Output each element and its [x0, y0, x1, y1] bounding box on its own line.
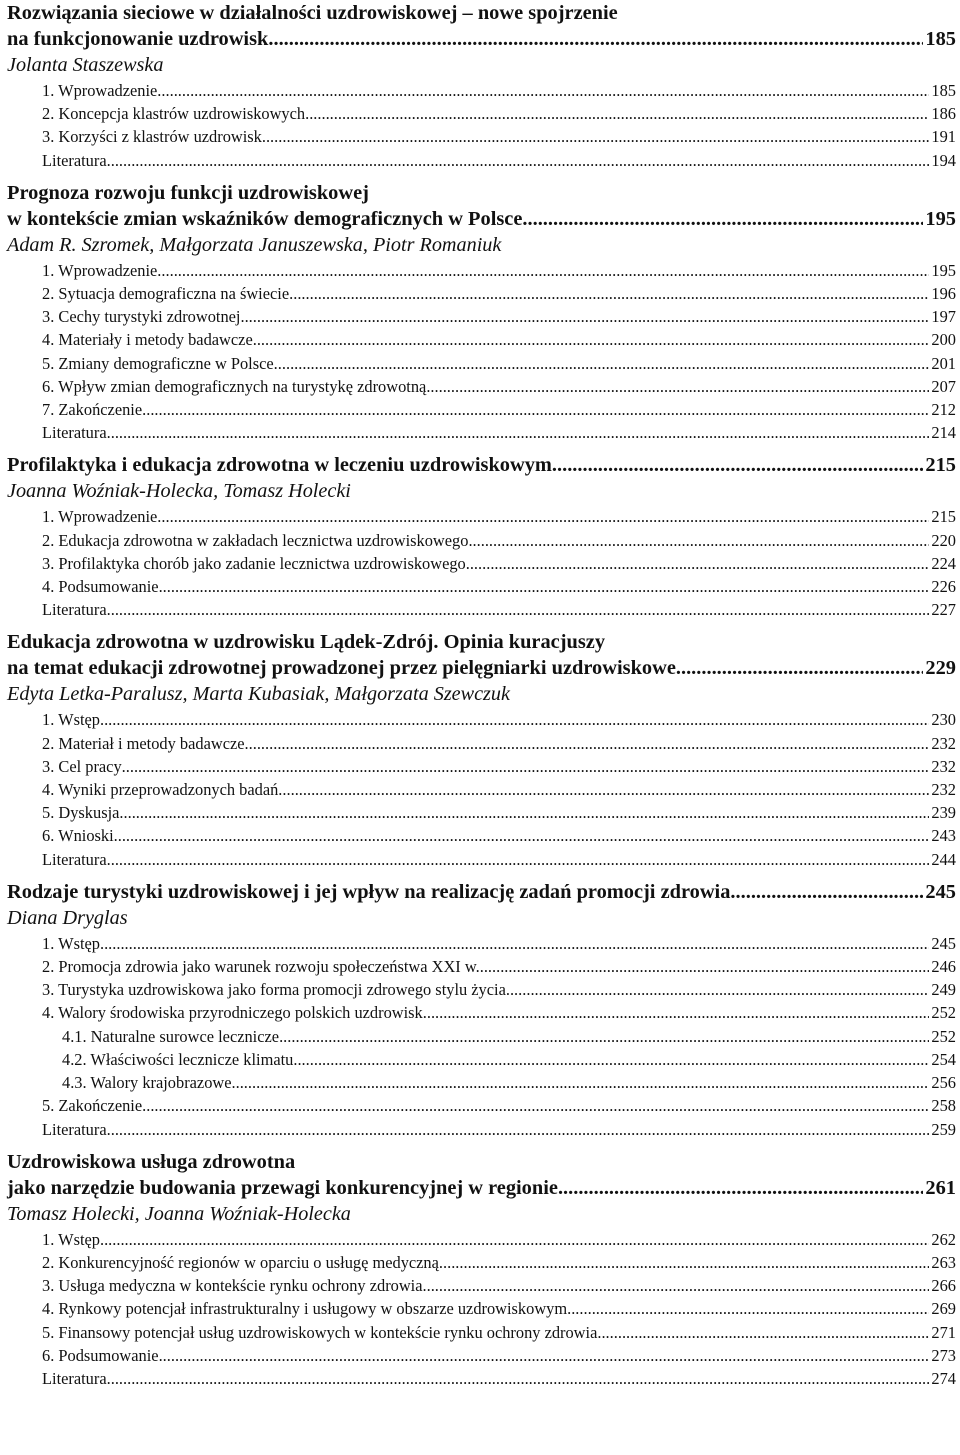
dot-leader: [522, 206, 923, 232]
entry-page-number: 269: [931, 1299, 956, 1319]
chapter-title-line: [7, 26, 956, 52]
chapter-page-number: 229: [925, 657, 956, 680]
entry-label: 1. Wstęp: [42, 1229, 100, 1249]
entry-page-number: 201: [931, 353, 956, 373]
toc-entry: [7, 305, 956, 328]
entry-page-number: 232: [931, 756, 956, 776]
toc-section: [7, 629, 956, 870]
dot-leader: [119, 801, 929, 824]
toc-entry: [7, 1297, 956, 1320]
toc-entry: [7, 398, 956, 421]
entry-page-number: 232: [931, 733, 956, 753]
toc-entry: [7, 732, 956, 755]
entry-page-number: 266: [931, 1276, 956, 1296]
entry-page-number: 274: [931, 1368, 956, 1388]
chapter-title-line: [7, 180, 956, 206]
entry-label: 7. Zakończenie: [42, 400, 143, 420]
entry-label: 4. Walory środowiska przyrodniczego polskich uzdrowisk: [42, 1003, 423, 1023]
entry-label: 6. Wnioski: [42, 826, 114, 846]
toc-entry: [7, 1001, 956, 1024]
entry-label: 4. Materiały i metody badawcze: [42, 330, 253, 350]
entry-page-number: 244: [931, 849, 956, 869]
entry-page-number: 258: [931, 1096, 956, 1116]
toc-entry: [7, 352, 956, 375]
dot-leader: [552, 452, 924, 478]
chapter-title-line: [7, 1175, 956, 1201]
entry-label: 4. Wyniki przeprowadzonych badań: [42, 780, 279, 800]
entry-label: 3. Cel pracy: [42, 756, 122, 776]
dot-leader: [142, 398, 929, 421]
dot-leader: [558, 1175, 923, 1201]
entry-label: 4.2. Właściwości lecznicze klimatu: [62, 1049, 294, 1069]
entry-page-number: 226: [931, 577, 956, 597]
entry-page-number: 246: [931, 957, 956, 977]
dot-leader: [293, 1048, 929, 1071]
dot-leader: [159, 575, 930, 598]
entry-label: 5. Zmiany demograficzne w Polsce: [42, 353, 274, 373]
dot-leader: [107, 421, 930, 444]
dot-leader: [506, 978, 930, 1001]
dot-leader: [439, 1251, 930, 1274]
entry-page-number: 207: [931, 376, 956, 396]
dot-leader: [114, 824, 930, 847]
entry-label: 4. Rynkowy potencjał infrastrukturalny i usługowy w obszarze uzdrowiskowym: [42, 1299, 568, 1319]
chapter-title-text: Rodzaje turystyki uzdrowiskowej i jej wpływ na realizację zadań promocji zdrowia: [7, 880, 731, 903]
entry-page-number: 224: [931, 553, 956, 573]
chapter-authors: Edyta Letka-Paralusz, Marta Kubasiak, Małgorzata Szewczuk: [7, 683, 510, 706]
entry-label: 4. Podsumowanie: [42, 577, 159, 597]
entry-label: 3. Cechy turystyki zdrowotnej: [42, 307, 241, 327]
toc-entry: [7, 1344, 956, 1367]
chapter-title-line: [7, 1149, 956, 1175]
entry-page-number: 252: [931, 1026, 956, 1046]
toc-entry: [7, 505, 956, 528]
dot-leader: [142, 1094, 929, 1117]
entry-page-number: 185: [931, 81, 956, 100]
chapter-title-text: Prognoza rozwoju funkcji uzdrowiskowej: [7, 181, 369, 204]
dot-leader: [157, 79, 929, 102]
entry-page-number: 230: [931, 710, 956, 730]
entry-page-number: 214: [931, 423, 956, 443]
toc-entry: [7, 125, 956, 148]
entry-label: Literatura: [42, 150, 107, 170]
toc-section: [7, 1149, 956, 1390]
chapter-page-number: 245: [925, 880, 956, 903]
dot-leader: [423, 1001, 930, 1024]
chapter-title-text: na funkcjonowanie uzdrowisk: [7, 28, 269, 50]
toc-entry: [7, 328, 956, 351]
chapter-title-line: [7, 0, 956, 26]
entry-page-number: 256: [931, 1073, 956, 1093]
entry-label: 6. Podsumowanie: [42, 1345, 159, 1365]
toc-entry: [7, 1367, 956, 1390]
toc-entry: [7, 778, 956, 801]
chapter-authors: Joanna Woźniak-Holecka, Tomasz Holecki: [7, 480, 351, 503]
toc-entry: [7, 1094, 956, 1117]
entry-list: [7, 259, 956, 445]
entry-label: 3. Korzyści z klastrów uzdrowisk: [42, 127, 262, 147]
dot-leader: [107, 848, 930, 871]
toc-entry: [7, 529, 956, 552]
dot-leader: [468, 529, 929, 552]
toc-entry: [7, 1228, 956, 1251]
chapter-title-line: [7, 655, 956, 681]
toc-entry: [7, 1048, 956, 1071]
dot-leader: [423, 1274, 930, 1297]
entry-label: 1. Wstęp: [42, 933, 100, 953]
entry-page-number: 271: [931, 1322, 956, 1342]
entry-page-number: 227: [931, 600, 956, 620]
toc-entry: [7, 1118, 956, 1141]
chapter-authors: Adam R. Szromek, Małgorzata Januszewska, Piotr Romaniuk: [7, 233, 502, 256]
toc-entry: [7, 375, 956, 398]
dot-leader: [245, 732, 930, 755]
dot-leader: [274, 352, 930, 375]
dot-leader: [107, 1118, 930, 1141]
entry-page-number: 273: [931, 1345, 956, 1365]
toc-section: [7, 0, 956, 172]
entry-label: 1. Wprowadzenie: [42, 260, 158, 280]
entry-label: 1. Wprowadzenie: [42, 507, 158, 527]
entry-label: 6. Wpływ zmian demograficznych na turystykę zdrowotną: [42, 376, 427, 396]
chapter-title-text: Uzdrowiskowa usługa zdrowotna: [7, 1150, 296, 1173]
entry-label: 2. Sytuacja demograficzna na świecie: [42, 284, 290, 304]
toc-entry: [7, 1321, 956, 1344]
toc-entry: [7, 755, 956, 778]
entry-list: [7, 1228, 956, 1390]
dot-leader: [100, 1228, 929, 1251]
dot-leader: [279, 1025, 929, 1048]
entry-page-number: 254: [931, 1049, 956, 1069]
chapter-authors: Diana Dryglas: [7, 906, 128, 929]
entry-page-number: 263: [931, 1252, 956, 1272]
toc-entry: [7, 259, 956, 282]
chapter-title-line: [7, 629, 956, 655]
entry-label: 1. Wprowadzenie: [42, 81, 158, 100]
dot-leader: [278, 778, 929, 801]
toc-section: [7, 879, 956, 1141]
entry-page-number: 194: [931, 150, 956, 170]
dot-leader: [107, 598, 930, 621]
entry-label: 2. Promocja zdrowia jako warunek rozwoju społeczeństwa XXI w.: [42, 957, 480, 977]
dot-leader: [289, 282, 929, 305]
toc-entry: [7, 1274, 956, 1297]
chapter-page-number: 185: [925, 28, 956, 50]
toc-section: [7, 452, 956, 621]
entry-page-number: 191: [931, 127, 956, 147]
entry-label: 2. Koncepcja klastrów uzdrowiskowych: [42, 104, 306, 124]
dot-leader: [466, 552, 930, 575]
entry-page-number: 245: [931, 933, 956, 953]
dot-leader: [597, 1321, 929, 1344]
toc-entry: [7, 79, 956, 102]
dot-leader: [567, 1297, 929, 1320]
dot-leader: [676, 655, 924, 681]
chapter-title-text: Rozwiązania sieciowe w działalności uzdrowiskowej – nowe spojrzenie: [7, 2, 618, 24]
entry-label: 5. Zakończenie: [42, 1096, 143, 1116]
chapter-title-text: Profilaktyka i edukacja zdrowotna w leczeniu uzdrowiskowym: [7, 454, 552, 477]
toc-entry: [7, 1025, 956, 1048]
toc-entry: [7, 848, 956, 871]
dot-leader: [305, 102, 929, 125]
entry-label: 4.3. Walory krajobrazowe: [62, 1073, 232, 1093]
chapter-title-line: [7, 206, 956, 232]
entry-list: [7, 79, 956, 172]
entry-label: Literatura: [42, 849, 107, 869]
entry-label: Literatura: [42, 1119, 107, 1139]
dot-leader: [426, 375, 929, 398]
entry-label: 1. Wstęp: [42, 710, 100, 730]
dot-leader: [253, 328, 930, 351]
dot-leader: [480, 955, 930, 978]
entry-page-number: 220: [931, 530, 956, 550]
chapter-title-text: Edukacja zdrowotna w uzdrowisku Lądek-Zdrój. Opinia kuracjuszy: [7, 631, 606, 654]
dot-leader: [100, 708, 929, 731]
dot-leader: [232, 1071, 930, 1094]
entry-page-number: 243: [931, 826, 956, 846]
dot-leader: [268, 26, 923, 52]
toc-entry: [7, 552, 956, 575]
chapter-authors: Tomasz Holecki, Joanna Woźniak-Holecka: [7, 1202, 351, 1225]
dot-leader: [100, 932, 929, 955]
chapter-title-text: w kontekście zmian wskaźników demograficznych w Polsce: [7, 207, 523, 230]
entry-page-number: 259: [931, 1119, 956, 1139]
entry-list: [7, 505, 956, 621]
entry-page-number: 239: [931, 803, 956, 823]
toc-section: [7, 180, 956, 445]
entry-page-number: 215: [931, 507, 956, 527]
entry-page-number: 212: [931, 400, 956, 420]
toc-entry: [7, 282, 956, 305]
toc-entry: [7, 932, 956, 955]
entry-list: [7, 932, 956, 1141]
toc-entry: [7, 421, 956, 444]
toc-entry: [7, 801, 956, 824]
entry-page-number: 249: [931, 980, 956, 1000]
entry-label: 2. Konkurencyjność regionów w oparciu o usługę medyczną: [42, 1252, 439, 1272]
toc-entry: [7, 1251, 956, 1274]
entry-page-number: 197: [931, 307, 956, 327]
entry-page-number: 186: [931, 104, 956, 124]
entry-label: 2. Materiał i metody badawcze: [42, 733, 245, 753]
chapter-title-line: [7, 879, 956, 905]
toc-entry: [7, 102, 956, 125]
toc-entry: [7, 1071, 956, 1094]
toc-entry: [7, 955, 956, 978]
entry-label: 5. Finansowy potencjał usług uzdrowiskowych w kontekście rynku ochrony zdrowia: [42, 1322, 598, 1342]
entry-label: Literatura: [42, 423, 107, 443]
dot-leader: [122, 755, 930, 778]
chapter-page-number: 195: [925, 207, 956, 230]
entry-label: 3. Turystyka uzdrowiskowa jako forma promocji zdrowego stylu życia: [42, 980, 506, 1000]
entry-label: Literatura: [42, 1368, 107, 1388]
entry-page-number: 262: [931, 1229, 956, 1249]
toc-entry: [7, 708, 956, 731]
toc-entry: [7, 824, 956, 847]
chapter-title-text: na temat edukacji zdrowotnej prowadzonej przez pielęgniarki uzdrowiskowe: [7, 657, 676, 680]
entry-label: 5. Dyskusja: [42, 803, 120, 823]
entry-label: 4.1. Naturalne surowce lecznicze: [62, 1026, 280, 1046]
dot-leader: [159, 1344, 930, 1367]
toc-entry: [7, 575, 956, 598]
entry-label: 3. Profilaktyka chorób jako zadanie lecznictwa uzdrowiskowego: [42, 553, 466, 573]
chapter-page-number: 215: [925, 454, 956, 477]
entry-page-number: 232: [931, 780, 956, 800]
dot-leader: [107, 1367, 930, 1390]
dot-leader: [157, 259, 929, 282]
dot-leader: [240, 305, 929, 328]
entry-label: 3. Usługa medyczna w kontekście rynku ochrony zdrowia: [42, 1276, 423, 1296]
entry-label: Literatura: [42, 600, 107, 620]
dot-leader: [262, 125, 930, 148]
entry-label: 2. Edukacja zdrowotna w zakładach lecznictwa uzdrowiskowego: [42, 530, 469, 550]
toc-entry: [7, 149, 956, 172]
dot-leader: [157, 505, 929, 528]
entry-page-number: 196: [931, 284, 956, 304]
chapter-page-number: 261: [925, 1176, 956, 1199]
toc-entry: [7, 598, 956, 621]
chapter-authors: Jolanta Staszewska: [7, 54, 164, 76]
entry-list: [7, 708, 956, 870]
toc-entry: [7, 978, 956, 1001]
dot-leader: [107, 149, 930, 172]
chapter-title-text: jako narzędzie budowania przewagi konkurencyjnej w regionie: [7, 1176, 558, 1199]
entry-page-number: 200: [931, 330, 956, 350]
dot-leader: [730, 879, 923, 905]
entry-page-number: 195: [931, 260, 956, 280]
entry-page-number: 252: [931, 1003, 956, 1023]
chapter-title-line: [7, 452, 956, 478]
